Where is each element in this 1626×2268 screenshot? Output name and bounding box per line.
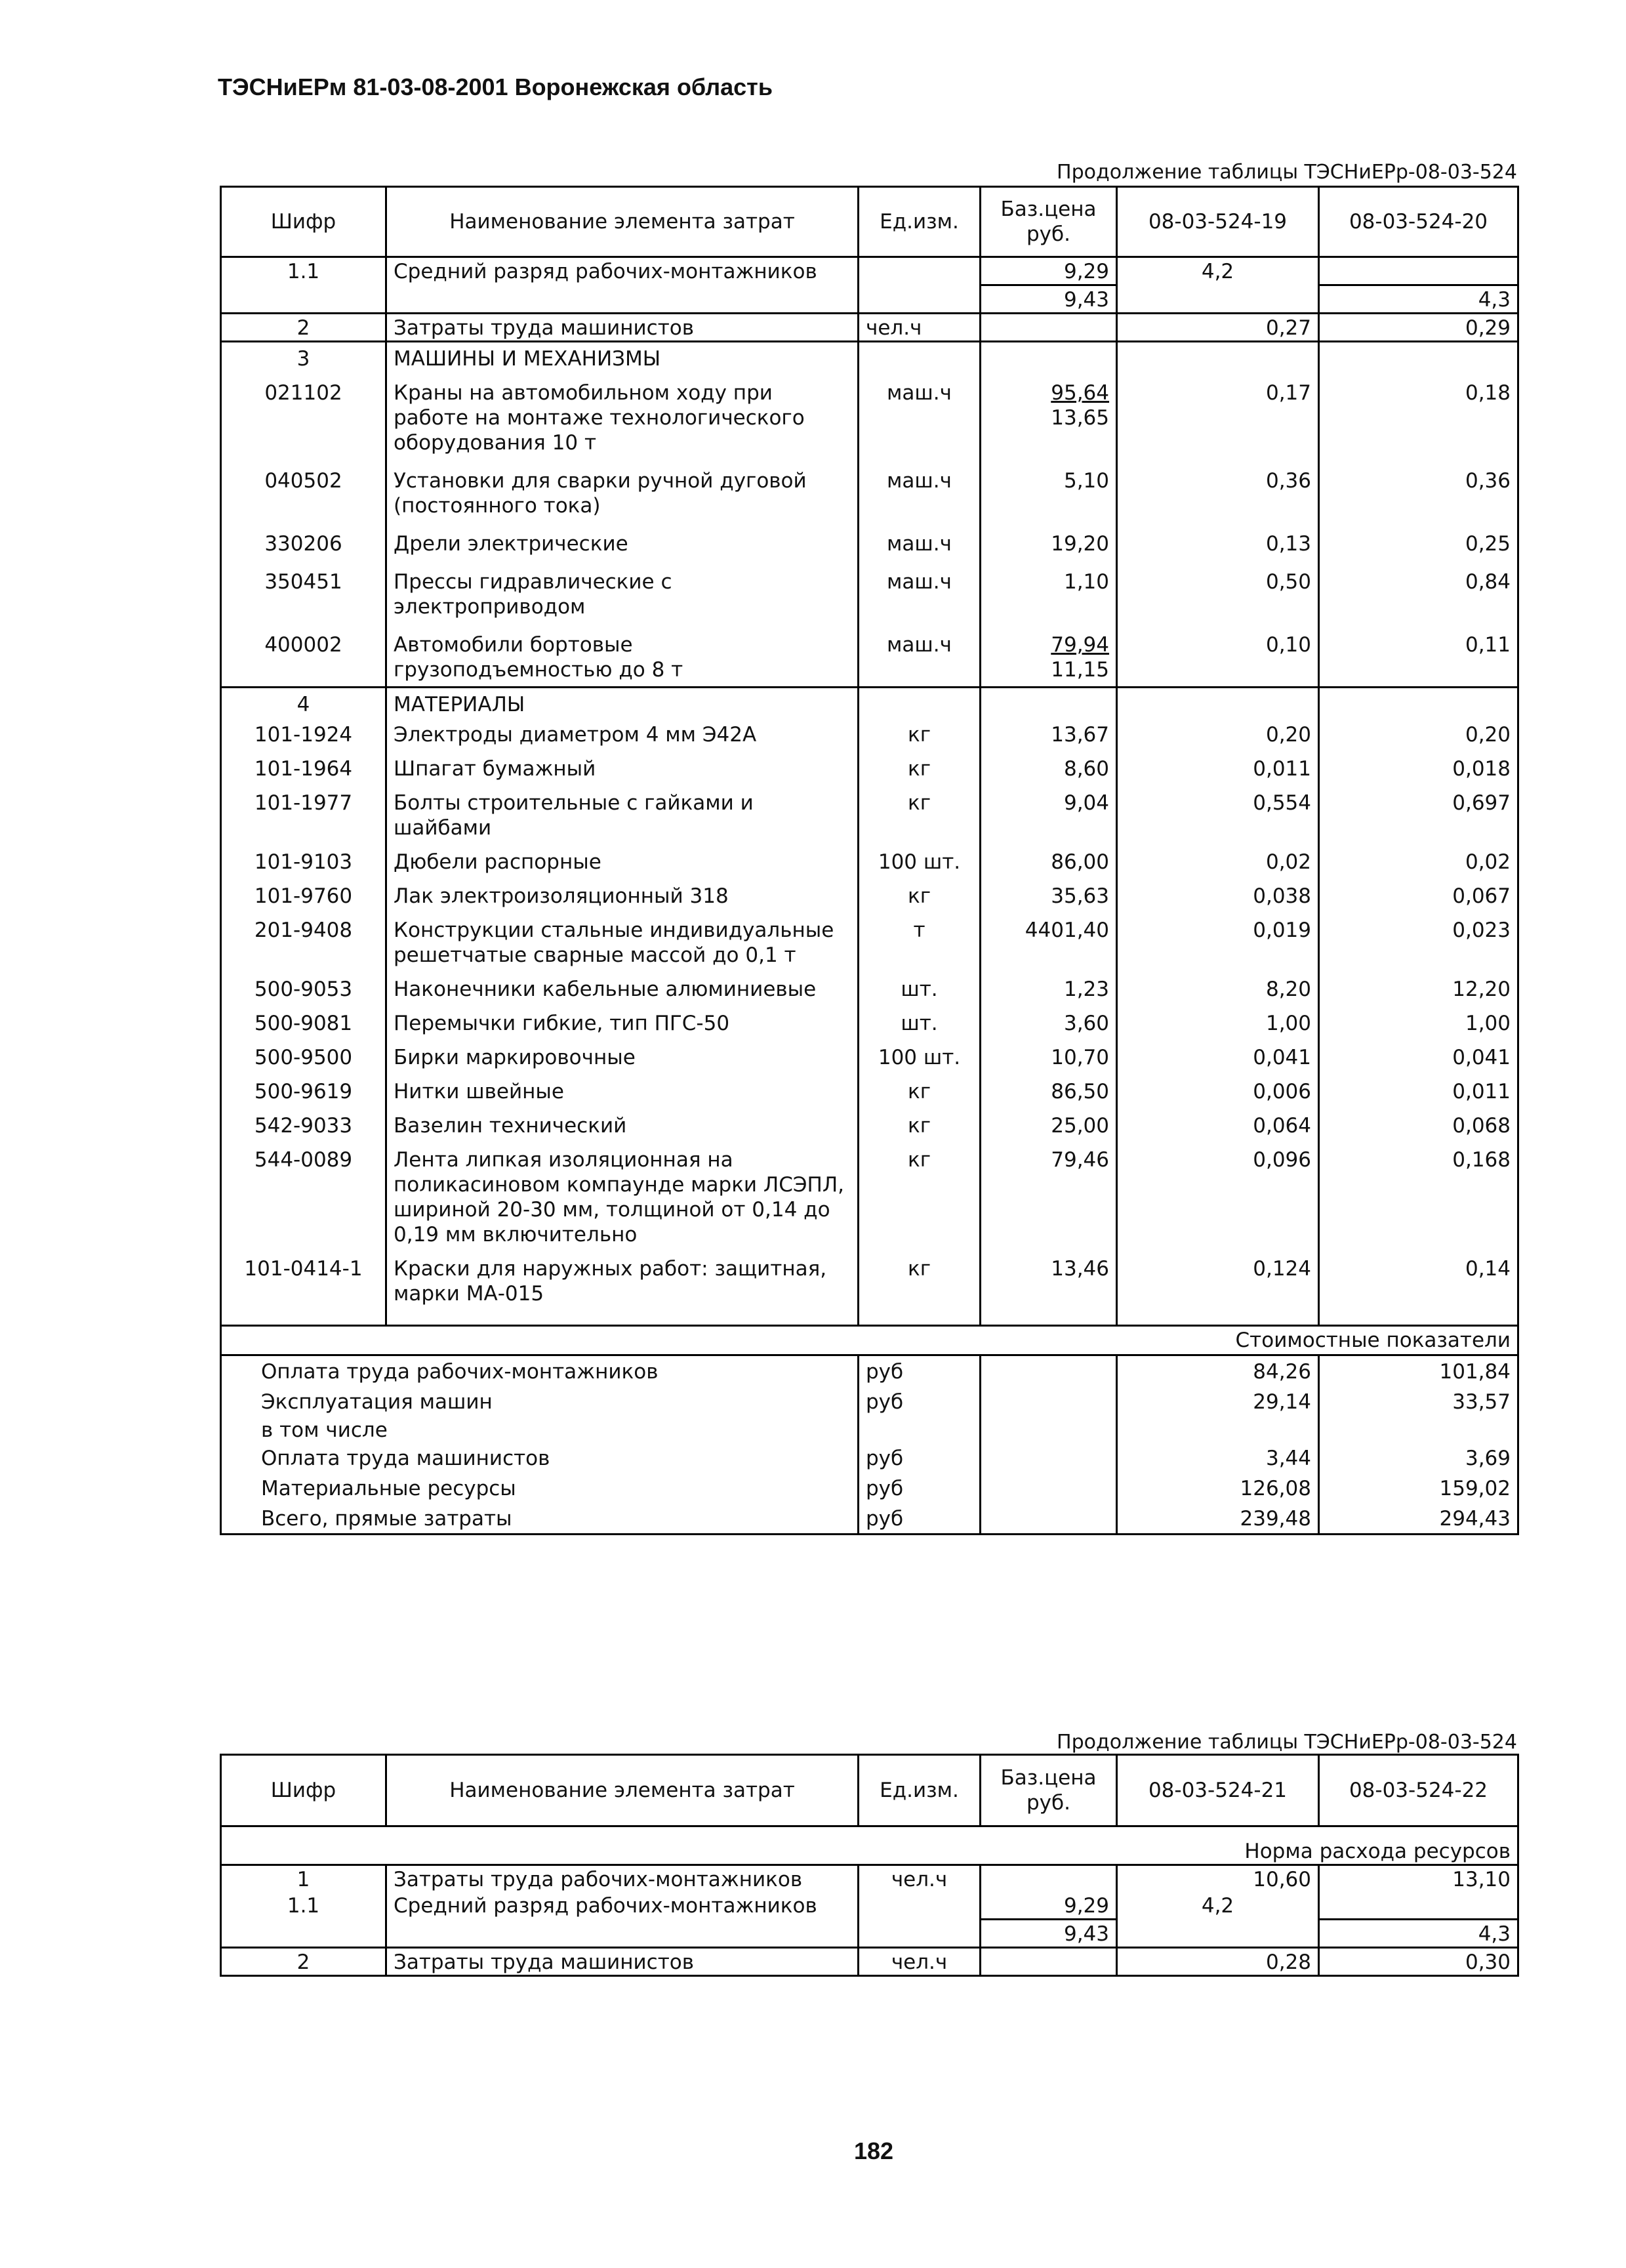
row-price	[981, 785, 1117, 844]
row-name: Вазелин технический	[386, 1108, 859, 1142]
row-name: Автомобили бортовые грузоподъемностью до 8 т	[386, 623, 859, 688]
row-code: 2	[221, 1948, 386, 1976]
row-name: Нитки швейные	[386, 1074, 859, 1108]
table-row	[221, 459, 1518, 522]
total-value: 126,08	[1117, 1473, 1319, 1503]
table-row	[221, 1865, 1518, 1893]
row-name: Лак электроизоляционный 318	[386, 878, 859, 913]
row-price-value: 8,60	[1063, 757, 1109, 781]
total-value: 294,43	[1319, 1503, 1518, 1535]
column-header: Наименование элемента затрат	[386, 187, 859, 257]
row-code: 021102	[221, 371, 386, 459]
row-value: 0,011	[1117, 751, 1319, 785]
row-value: 8,20	[1117, 972, 1319, 1006]
total-value: 239,48	[1117, 1503, 1319, 1535]
row-price-value: 13,46	[1051, 1257, 1109, 1281]
row-price-value: 19,20	[1051, 532, 1109, 556]
table-row	[221, 285, 1518, 314]
row-price-value: 4401,40	[1025, 918, 1109, 942]
column-header: Баз.цена руб.	[981, 187, 1117, 257]
row-value: 0,038	[1117, 878, 1319, 913]
total-label: Материальные ресурсы	[221, 1473, 859, 1503]
row-price-value: 95,64	[1051, 381, 1109, 405]
row-unit: шт.	[859, 972, 981, 1006]
row-code: 101-1964	[221, 751, 386, 785]
row-price	[981, 459, 1117, 522]
row-code: 1	[221, 1865, 386, 1893]
total-label: Эксплуатация машин	[221, 1386, 859, 1416]
row-price	[981, 1251, 1117, 1310]
total-label: Оплата труда рабочих-монтажников	[221, 1355, 859, 1387]
row-price-value: 1,10	[1063, 570, 1109, 594]
row-unit: чел.ч	[859, 314, 981, 342]
row-value: 4,2	[1117, 1892, 1319, 1920]
table-header-row	[221, 1755, 1518, 1826]
table-row	[221, 1142, 1518, 1251]
resource-table-2	[220, 1754, 1519, 1977]
table-row	[221, 1892, 1518, 1920]
table-header-row	[221, 187, 1518, 257]
table-row	[221, 1251, 1518, 1310]
row-value: 0,011	[1319, 1074, 1518, 1108]
row-unit: 100 шт.	[859, 844, 981, 878]
row-unit: 100 шт.	[859, 1040, 981, 1074]
row-unit: кг	[859, 717, 981, 751]
table-row	[221, 878, 1518, 913]
column-header: 08-03-524-19	[1117, 187, 1319, 257]
row-unit: маш.ч	[859, 459, 981, 522]
row-code	[221, 1920, 386, 1948]
row-price-value: 86,50	[1051, 1080, 1109, 1103]
total-empty	[981, 1473, 1117, 1503]
row-name: Затраты труда машинистов	[386, 1948, 859, 1976]
row-unit: кг	[859, 751, 981, 785]
total-empty	[981, 1503, 1117, 1535]
row-value: 0,02	[1319, 844, 1518, 878]
table-row	[221, 844, 1518, 878]
row-code: 101-0414-1	[221, 1251, 386, 1310]
row-value: 1,00	[1117, 1006, 1319, 1040]
row-price-value: 13,67	[1051, 723, 1109, 747]
row-price	[981, 844, 1117, 878]
row-name: Шпагат бумажный	[386, 751, 859, 785]
totals-group	[221, 1355, 1518, 1535]
row-name	[386, 285, 859, 314]
row-value: 0,36	[1117, 459, 1319, 522]
row-unit: т	[859, 913, 981, 972]
total-label: в том числе	[221, 1416, 859, 1443]
row-code: 2	[221, 314, 386, 342]
row-value: 0,50	[1117, 560, 1319, 623]
row-value: 0,20	[1117, 717, 1319, 751]
table-continuation-caption: Продолжение таблицы ТЭСНиЕРр-08-03-524	[1057, 161, 1517, 184]
table-row	[221, 560, 1518, 623]
row-value: 0,168	[1319, 1142, 1518, 1251]
row-code: 101-9760	[221, 878, 386, 913]
row-value: 0,018	[1319, 751, 1518, 785]
row-code: 201-9408	[221, 913, 386, 972]
total-empty	[981, 1386, 1117, 1416]
table-row	[221, 1074, 1518, 1108]
row-price	[981, 913, 1117, 972]
total-value: 84,26	[1117, 1355, 1319, 1387]
row-unit: кг	[859, 785, 981, 844]
norm-label: Норма расхода ресурсов	[1117, 1826, 1518, 1865]
row-name	[386, 1920, 859, 1948]
row-name: Установки для сварки ручной дуговой (постоянного тока)	[386, 459, 859, 522]
row-price	[981, 878, 1117, 913]
row-name: Конструкции стальные индивидуальные решетчатые сварные массой до 0,1 т	[386, 913, 859, 972]
total-row	[221, 1443, 1518, 1473]
resource-table-1	[220, 186, 1519, 1535]
row-code: 500-9081	[221, 1006, 386, 1040]
total-value: 3,69	[1319, 1443, 1518, 1473]
total-unit: руб	[859, 1443, 981, 1473]
section-title: МАШИНЫ И МЕХАНИЗМЫ	[386, 342, 859, 372]
total-unit	[859, 1416, 981, 1443]
row-name: Перемычки гибкие, тип ПГС-50	[386, 1006, 859, 1040]
row-unit: кг	[859, 1074, 981, 1108]
row-value: 0,17	[1117, 371, 1319, 459]
row-price	[981, 1948, 1117, 1976]
row-name: Средний разряд рабочих-монтажников	[386, 1892, 859, 1920]
row-unit: кг	[859, 1108, 981, 1142]
total-row	[221, 1503, 1518, 1535]
materials-group	[221, 717, 1518, 1310]
row-price	[981, 560, 1117, 623]
total-row	[221, 1355, 1518, 1387]
total-unit: руб	[859, 1503, 981, 1535]
row-value: 0,006	[1117, 1074, 1319, 1108]
row-price	[981, 751, 1117, 785]
row-unit	[859, 1892, 981, 1920]
row-unit	[859, 285, 981, 314]
row-unit	[859, 257, 981, 285]
row-value: 0,10	[1117, 623, 1319, 688]
machines-group	[221, 371, 1518, 688]
row-value: 0,27	[1117, 314, 1319, 342]
section-code: 4	[221, 688, 386, 718]
row-value	[1319, 1892, 1518, 1920]
row-value	[1319, 257, 1518, 285]
row-price-value: 9,04	[1063, 791, 1109, 815]
row-unit: маш.ч	[859, 522, 981, 560]
row-code: 1.1	[221, 1892, 386, 1920]
row-name: Наконечники кабельные алюминиевые	[386, 972, 859, 1006]
row-price-value: 86,00	[1051, 850, 1109, 874]
row-unit: кг	[859, 878, 981, 913]
row-value: 0,041	[1117, 1040, 1319, 1074]
row-unit: чел.ч	[859, 1948, 981, 1976]
total-value: 33,57	[1319, 1386, 1518, 1416]
row-value: 0,697	[1319, 785, 1518, 844]
table-row	[221, 913, 1518, 972]
row-price: 9,29	[981, 257, 1117, 285]
row-value: 0,29	[1319, 314, 1518, 342]
table-continuation-caption: Продолжение таблицы ТЭСНиЕРр-08-03-524	[1057, 1731, 1517, 1754]
row-value: 0,25	[1319, 522, 1518, 560]
row-price	[981, 1108, 1117, 1142]
table-row	[221, 1006, 1518, 1040]
row-unit: кг	[859, 1142, 981, 1251]
row-code: 400002	[221, 623, 386, 688]
table-row	[221, 751, 1518, 785]
row-price: 9,43	[981, 285, 1117, 314]
row-name: Краски для наружных работ: защитная, марки МА-015	[386, 1251, 859, 1310]
row-value	[1117, 285, 1319, 314]
row-value: 0,11	[1319, 623, 1518, 688]
row-value: 4,3	[1319, 285, 1518, 314]
row-price-value: 10,70	[1051, 1046, 1109, 1069]
row-code: 542-9033	[221, 1108, 386, 1142]
row-name: Дюбели распорные	[386, 844, 859, 878]
row-price-secondary: 11,15	[1051, 658, 1109, 682]
column-header: 08-03-524-21	[1117, 1755, 1319, 1826]
row-value: 0,30	[1319, 1948, 1518, 1976]
row-price-value: 79,46	[1051, 1148, 1109, 1172]
row-unit: шт.	[859, 1006, 981, 1040]
total-row	[221, 1416, 1518, 1443]
section-row	[221, 342, 1518, 372]
row-value: 0,13	[1117, 522, 1319, 560]
table-row	[221, 371, 1518, 459]
row-unit: маш.ч	[859, 623, 981, 688]
row-code: 330206	[221, 522, 386, 560]
page-number: 182	[854, 2137, 894, 2164]
row-value: 0,124	[1117, 1251, 1319, 1310]
page-header: ТЭСНиЕРм 81-03-08-2001 Воронежская область	[218, 73, 773, 100]
total-value: 29,14	[1117, 1386, 1319, 1416]
total-value: 101,84	[1319, 1355, 1518, 1387]
total-row	[221, 1473, 1518, 1503]
row-value: 4,3	[1319, 1920, 1518, 1948]
table-row	[221, 717, 1518, 751]
row-price	[981, 314, 1117, 342]
row-value: 13,10	[1319, 1865, 1518, 1893]
cost-label-row	[221, 1326, 1518, 1355]
row-code: 500-9619	[221, 1074, 386, 1108]
row-price-value: 5,10	[1063, 469, 1109, 493]
row-value: 0,02	[1117, 844, 1319, 878]
column-header: Ед.изм.	[859, 187, 981, 257]
row-value: 0,068	[1319, 1108, 1518, 1142]
row-value: 0,36	[1319, 459, 1518, 522]
table-row	[221, 522, 1518, 560]
row-code: 1.1	[221, 257, 386, 285]
row-unit: кг	[859, 1251, 981, 1310]
row-name: Бирки маркировочные	[386, 1040, 859, 1074]
cost-label: Стоимостные показатели	[1117, 1326, 1518, 1355]
total-value: 159,02	[1319, 1473, 1518, 1503]
table-row	[221, 972, 1518, 1006]
total-unit: руб	[859, 1473, 981, 1503]
row-value: 0,096	[1117, 1142, 1319, 1251]
row-value: 4,2	[1117, 257, 1319, 285]
row-code: 544-0089	[221, 1142, 386, 1251]
row-unit	[859, 1920, 981, 1948]
row-name: Затраты труда машинистов	[386, 314, 859, 342]
row-value: 0,18	[1319, 371, 1518, 459]
table-row	[221, 1920, 1518, 1948]
row-value: 0,20	[1319, 717, 1518, 751]
row-price-value: 3,60	[1063, 1012, 1109, 1035]
row-unit: маш.ч	[859, 560, 981, 623]
row-value	[1117, 1920, 1319, 1948]
table-row	[221, 257, 1518, 285]
row-value: 0,067	[1319, 878, 1518, 913]
total-empty	[981, 1443, 1117, 1473]
total-unit: руб	[859, 1355, 981, 1387]
row-unit: маш.ч	[859, 371, 981, 459]
row-price	[981, 972, 1117, 1006]
row-unit: чел.ч	[859, 1865, 981, 1893]
spacer-row	[221, 1310, 1518, 1326]
total-unit: руб	[859, 1386, 981, 1416]
table-row	[221, 1108, 1518, 1142]
row-price: 9,29	[981, 1892, 1117, 1920]
total-row	[221, 1386, 1518, 1416]
row-name: Средний разряд рабочих-монтажников	[386, 257, 859, 285]
row-price-value: 35,63	[1051, 884, 1109, 908]
row-price	[981, 1040, 1117, 1074]
row-price	[981, 1006, 1117, 1040]
row-code: 101-1924	[221, 717, 386, 751]
row-price	[981, 1865, 1117, 1893]
table-row	[221, 1948, 1518, 1976]
table-row	[221, 623, 1518, 688]
row-code: 101-9103	[221, 844, 386, 878]
row-name: Краны на автомобильном ходу при работе на монтаже технологического оборудования 10 т	[386, 371, 859, 459]
total-value	[1117, 1416, 1319, 1443]
row-name: Болты строительные с гайками и шайбами	[386, 785, 859, 844]
row-price-secondary: 13,65	[1051, 406, 1109, 430]
row-price: 9,43	[981, 1920, 1117, 1948]
row-value: 0,064	[1117, 1108, 1319, 1142]
table-row	[221, 314, 1518, 342]
row-name: Прессы гидравлические с электроприводом	[386, 560, 859, 623]
row-name: Затраты труда рабочих-монтажников	[386, 1865, 859, 1893]
row-value: 10,60	[1117, 1865, 1319, 1893]
norm-label-row	[221, 1826, 1518, 1865]
column-header: Шифр	[221, 187, 386, 257]
row-value: 0,14	[1319, 1251, 1518, 1310]
column-header: Наименование элемента затрат	[386, 1755, 859, 1826]
total-label: Оплата труда машинистов	[221, 1443, 859, 1473]
row-value: 0,041	[1319, 1040, 1518, 1074]
row-price-value: 79,94	[1051, 633, 1109, 657]
row-price-value: 1,23	[1063, 978, 1109, 1001]
row-name: Лента липкая изоляционная на поликасиновом компаунде марки ЛСЭПЛ, шириной 20-30 мм, толщиной от 0,14 до 0,19 мм включительно	[386, 1142, 859, 1251]
row-price	[981, 522, 1117, 560]
row-value: 0,019	[1117, 913, 1319, 972]
row-price	[981, 717, 1117, 751]
row-price	[981, 371, 1117, 459]
table-row	[221, 1040, 1518, 1074]
row-value: 0,28	[1117, 1948, 1319, 1976]
row-code: 040502	[221, 459, 386, 522]
section-row	[221, 688, 1518, 718]
column-header: Шифр	[221, 1755, 386, 1826]
row-price	[981, 623, 1117, 688]
row-code: 500-9500	[221, 1040, 386, 1074]
column-header: Ед.изм.	[859, 1755, 981, 1826]
row-name: Дрели электрические	[386, 522, 859, 560]
column-header: 08-03-524-22	[1319, 1755, 1518, 1826]
row-value: 12,20	[1319, 972, 1518, 1006]
row-value: 0,84	[1319, 560, 1518, 623]
row-name: Электроды диаметром 4 мм Э42А	[386, 717, 859, 751]
column-header: 08-03-524-20	[1319, 187, 1518, 257]
row-value: 1,00	[1319, 1006, 1518, 1040]
row-value: 0,554	[1117, 785, 1319, 844]
total-label: Всего, прямые затраты	[221, 1503, 859, 1535]
row-price	[981, 1142, 1117, 1251]
section-code: 3	[221, 342, 386, 372]
row-value: 0,023	[1319, 913, 1518, 972]
row-price-value: 25,00	[1051, 1114, 1109, 1138]
row-code: 101-1977	[221, 785, 386, 844]
section-title: МАТЕРИАЛЫ	[386, 688, 859, 718]
row-price	[981, 1074, 1117, 1108]
total-empty	[981, 1416, 1117, 1443]
row-code	[221, 285, 386, 314]
row-code: 350451	[221, 560, 386, 623]
total-value: 3,44	[1117, 1443, 1319, 1473]
column-header: Баз.цена руб.	[981, 1755, 1117, 1826]
total-value	[1319, 1416, 1518, 1443]
total-empty	[981, 1355, 1117, 1387]
table-row	[221, 785, 1518, 844]
row-code: 500-9053	[221, 972, 386, 1006]
